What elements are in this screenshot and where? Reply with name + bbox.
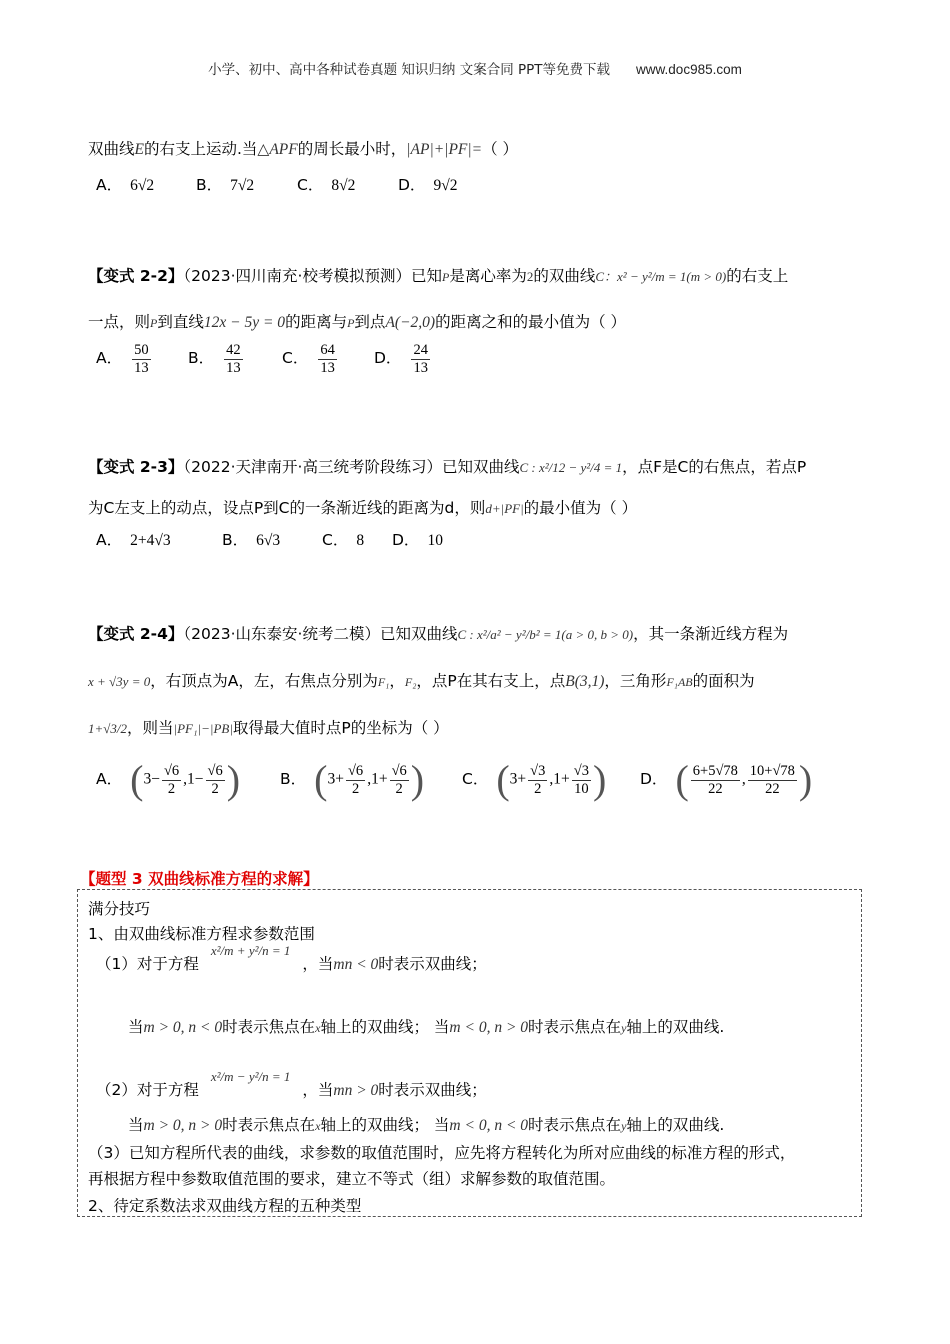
q1-var-e: E [134,141,144,158]
frac-num: √3 [573,762,589,779]
coord-frac [691,763,740,798]
header-text: 小学、初中、高中各种试卷真题 知识归纳 文案合同 PPT等免费下载 [208,62,611,78]
q2-text: 的右支上 [726,267,789,285]
frac-num: √6 [163,762,180,779]
coord-pre: 1− [187,770,204,788]
q4-f1: F₁ [377,675,390,689]
coord-pre: 3+ [509,770,527,788]
q4-expr: |PF₁|−|PB| [173,721,233,736]
q4-area: 1+√3/2 [88,721,128,736]
tips-text: 时表示焦点在 [528,1018,622,1036]
tips-text: 时表示焦点在 [222,1116,316,1134]
q4-triangle: F₁AB [666,675,693,689]
q4-option-d[interactable]: D． ( $\frac{6+5√78}{22}$ , $\frac{10+√78}{22}$ ) [640,757,813,802]
q2-text: 到直线 [157,313,204,331]
tips-text: （1）对于方程 [96,955,199,973]
coord-pre: 3− [143,770,160,788]
q4-option-a[interactable]: A． (3− $\frac{√6}{2}$ ,1− $\frac{√6}{2}$ ) [96,757,241,802]
tips-axis: x [315,1119,321,1133]
q4-tag: 【变式 2-4】 [88,625,184,643]
q1-text: 的周长最小时， [297,140,407,158]
q3-text: 已知双曲线 [441,458,520,476]
page-header [0,58,950,78]
tips-p2 [96,1069,487,1100]
coord-pre: 1+ [553,770,570,788]
tips-text: 时表示焦点在 [222,1018,316,1036]
q3-stem-line1 [88,455,806,477]
tips-text: 轴上的双曲线； 当 [320,1018,450,1036]
q2-text: 到点 [354,313,386,331]
tips-item-2: 2、待定系数法求双曲线方程的五种类型 [88,1197,362,1215]
q1-option-a[interactable] [96,173,154,195]
option-fraction [224,342,243,377]
q2-text: 是离心率为 [449,267,527,285]
q4-stem-line1 [88,622,788,644]
left-paren: ( [496,757,510,802]
q3-option-c[interactable] [322,528,364,550]
frac-num: 10+√78 [749,762,795,779]
tips-condition: mn > 0 [333,1082,379,1099]
q3-option-a[interactable] [96,528,171,550]
option-label: D． [640,769,668,788]
tips-axis: x [315,1021,321,1035]
option-label: D． [374,349,402,368]
q4-option-b[interactable]: B． (3+ $\frac{√6}{2}$ ,1+ $\frac{√6}{2}$ ) [280,757,425,802]
option-label: C． [297,176,324,194]
q2-option-b[interactable] [188,342,245,377]
q1-option-d[interactable] [398,173,457,195]
option-value: 8 [356,532,365,549]
q3-stem-line2 [88,496,637,518]
frac-num: 50 [134,342,149,358]
q1-stem [88,137,518,159]
option-label: A． [96,349,123,368]
frac-num: 64 [320,342,335,358]
tips-p3a: （3）已知方程所代表的曲线，求参数的取值范围时，应先将方程转化为所对应曲线的标准方程的形式， [88,1144,796,1162]
tips-equation: x²/m − y²/n = 1 [210,1069,291,1084]
q3-option-b[interactable] [222,528,280,550]
q4-text: ，三角形 [604,672,667,690]
q3-source: （2022·天津南开·高三统考阶段练习） [183,458,442,476]
option-fraction [318,342,337,377]
tips-item-1: 1、由双曲线标准方程求参数范围 [88,925,315,943]
q2-text: 已知 [410,267,442,285]
frac-den: 13 [226,360,241,376]
q2-point-a: A(−2,0) [385,314,436,331]
q4-text: 取得最大值时点P的坐标为（ ） [232,719,449,737]
tips-text: （2）对于方程 [96,1081,199,1099]
frac-den: 2 [211,780,219,797]
q4-f2: F₂ [404,675,417,689]
option-label: B． [196,176,223,194]
q2-text: 的距离与 [285,313,348,331]
tips-text: 时表示焦点在 [528,1116,622,1134]
frac-num: √6 [207,762,223,779]
frac-den: 13 [134,360,149,376]
q4-text: 已知双曲线 [379,625,458,643]
q2-eccentricity: 2 [526,269,534,284]
q3-text: 的最小值为（ ） [523,499,638,517]
right-paren: ) [410,757,425,802]
tips-p3b: 再根据方程中参数取值范围的要求，建立不等式（组）求解参数的取值范围。 [88,1170,616,1188]
frac-den: 13 [413,360,428,376]
tips-text: ，当 [302,955,334,973]
option-label: B． [222,531,249,549]
section-title: 【题型 3 双曲线标准方程的求解】 [80,870,319,888]
coord-frac [206,763,225,798]
q4-text: 的面积为 [692,672,755,690]
coord-frac [748,763,797,798]
option-value: 10 [427,532,443,549]
option-value: 7√2 [230,177,255,194]
q1-answer-paren: （ ） [482,140,519,158]
option-value: 2+4√3 [130,532,171,549]
option-label: D． [392,531,420,549]
frac-num: √6 [391,762,407,779]
q4-text: ，点P在其右支上，点 [416,672,566,690]
q3-expr: d+|PF| [485,501,524,516]
right-paren: ) [226,757,241,802]
tips-equation: x²/m + y²/n = 1 [210,943,291,958]
left-paren: ( [675,757,689,802]
option-label: C． [322,531,349,549]
q2-equation: C：x² − y²/m = 1(m > 0) [595,269,727,284]
left-paren: ( [314,757,328,802]
option-label: A． [96,176,123,194]
frac-den: 2 [351,780,360,797]
tips-text: 当 [128,1018,144,1036]
option-label: B． [188,349,215,368]
q2-option-a[interactable] [96,342,153,377]
frac-num: √6 [347,762,364,779]
q4-text: ，其一条渐近线方程为 [633,625,789,643]
frac-den: 10 [574,780,589,797]
q1-text: 的右支上运动.当 [143,140,258,158]
q2-line-eq: 12x − 5y = 0 [203,314,286,331]
tips-axis: y [621,1021,627,1035]
tips-axis: y [621,1119,627,1133]
left-paren: ( [130,757,144,802]
frac-den: 13 [320,360,335,376]
q2-tag: 【变式 2-2】 [88,267,184,285]
q4-text: ，右顶点为A，左，右焦点分别为 [150,672,378,690]
q4-point-b: B(3,1) [565,673,605,690]
coord-frac [346,763,365,798]
coord-pre: 3+ [327,770,344,788]
q4-option-c[interactable]: C． (3+ $\frac{√3}{2}$ ,1+ $\frac{√3}{10}$ ) [462,757,607,802]
option-fraction [411,342,430,377]
q3-equation: C : x²/12 − y²/4 = 1 [519,460,623,475]
option-label: C． [282,349,309,368]
q4-equation: C : x²/a² − y²/b² = 1(a > 0, b > 0) [457,627,634,642]
q2-stem-line2 [88,310,626,332]
option-label: D． [398,176,426,194]
coord-pre: 1+ [371,770,388,788]
header-url[interactable]: www.doc985.com [636,62,742,77]
option-value: 8√2 [331,177,356,194]
option-fraction [132,342,151,377]
q3-text: 为C左支上的动点，设点P到C的一条渐近线的距离为d，则 [88,499,486,517]
q4-source: （2023·山东泰安·统考二模） [183,625,380,643]
tips-text: 轴上的双曲线. [626,1116,725,1134]
q2-text: 的距离之和的最小值为（ ） [435,313,627,331]
tips-text: ，当 [302,1081,334,1099]
coord-frac [572,763,591,798]
q4-stem-line3 [88,716,449,738]
frac-num: √3 [530,762,546,779]
tips-text: 轴上的双曲线. [626,1018,725,1036]
tips-text: 时表示双曲线； [378,1081,487,1099]
q4-asymptote: x + √3y = 0 [88,674,151,689]
tips-condition: m < 0, n < 0 [449,1117,529,1134]
q2-text: 一点，则 [88,313,151,331]
q2-stem-line1 [88,264,788,286]
frac-den: 2 [395,780,403,797]
option-value: 6√2 [130,177,155,194]
q1-triangle: △APF [257,141,298,158]
coord-frac [162,763,181,798]
q2-var-p: P [347,316,355,330]
q2-source: （2023·四川南充·校考模拟预测） [183,267,411,285]
q2-var-p: P [150,316,158,330]
q4-text: ， [389,672,405,690]
frac-den: 22 [708,780,723,797]
coord-frac [390,763,409,798]
q3-tag: 【变式 2-3】 [88,458,184,476]
q2-var-p: P [441,270,450,284]
option-label: B． [280,769,307,788]
tips-condition: m < 0, n > 0 [449,1019,529,1036]
q1-expr: |AP|+|PF|= [406,141,483,158]
q4-text: ，则当 [127,719,174,737]
frac-num: 24 [413,342,428,358]
q4-stem-line2 [88,669,755,691]
option-label: A． [96,769,123,788]
frac-den: 2 [167,780,176,797]
tips-p2b [128,1113,724,1135]
tips-text: 当 [128,1116,144,1134]
tips-condition: mn < 0 [333,956,379,973]
tips-p1 [96,943,487,974]
right-paren: ) [798,757,813,802]
frac-num: 6+5√78 [692,762,738,779]
q1-text: 双曲线 [88,140,135,158]
option-value: 9√2 [433,177,458,194]
q2-option-c[interactable] [282,342,339,377]
q1-option-b[interactable] [196,173,254,195]
tips-text: 轴上的双曲线； 当 [320,1116,450,1134]
tips-text: 时表示双曲线； [378,955,487,973]
frac-den: 2 [534,780,542,797]
tips-condition: m > 0, n > 0 [143,1117,223,1134]
q3-option-d[interactable] [392,528,443,550]
tips-condition: m > 0, n < 0 [143,1019,223,1036]
tips-p1b [128,1015,724,1037]
q2-text: 的双曲线 [533,267,596,285]
option-label: C． [462,769,489,788]
q2-option-d[interactable] [374,342,432,377]
frac-num: 42 [226,342,241,358]
option-label: A． [96,531,123,549]
q3-text: ，点F是C的右焦点，若点P [622,458,807,476]
frac-den: 22 [765,780,780,797]
option-value: 6√3 [256,532,281,549]
tips-box-title: 满分技巧 [88,900,151,918]
coord-frac [528,763,547,798]
right-paren: ) [592,757,607,802]
q1-option-c[interactable] [297,173,355,195]
